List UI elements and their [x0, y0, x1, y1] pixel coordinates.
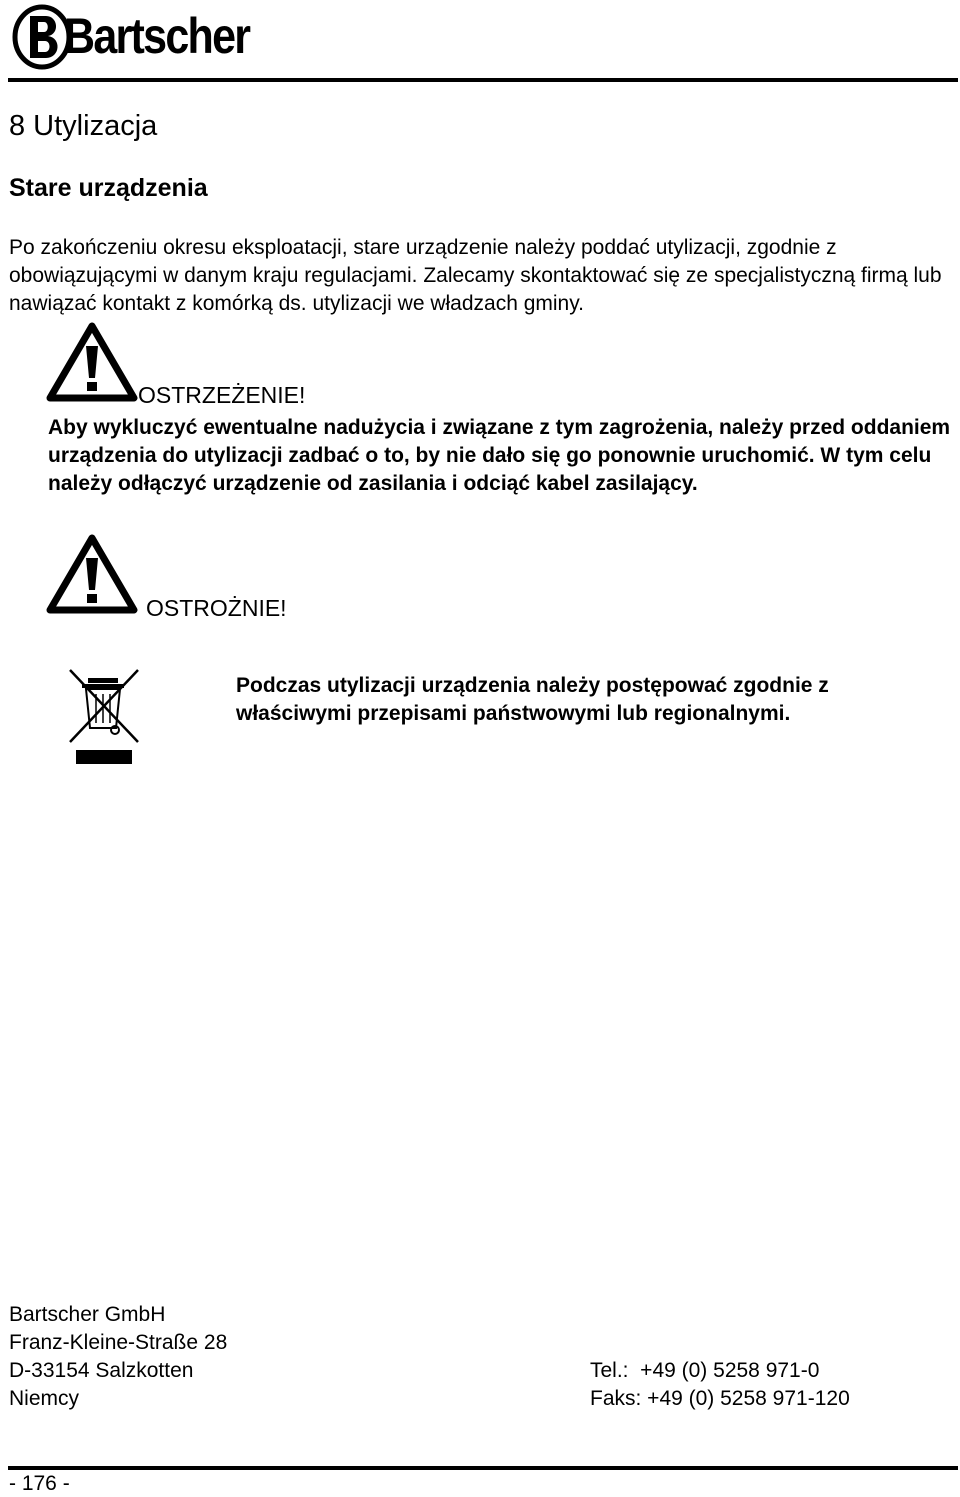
company-address: [9, 1301, 227, 1413]
caution-title: OSTROŻNIE!: [146, 595, 287, 621]
section-subtitle: Stare urządzenia: [9, 174, 208, 202]
logo-mark-icon: [12, 4, 72, 70]
company-name: Bartscher GmbH: [9, 1303, 166, 1326]
crossed-out-wheelie-bin-icon: [58, 662, 148, 772]
header-rule: [8, 78, 958, 82]
company-contact: [590, 1357, 850, 1413]
company-street: Franz-Kleine-Straße 28: [9, 1331, 228, 1354]
intro-paragraph: Po zakończeniu okresu eksploatacji, stare urządzenie należy poddać utylizacji, zgodnie z obowiązującymi w danym kraju regulacjami. Zalecamy skontaktować się ze specjalistyczną firmą lub nawiązać kontakt z komórką ds. utylizacji we władzach gminy.: [9, 236, 942, 315]
disposal-note: Podczas utylizacji urządzenia należy postępować zgodnie z właściwymi przepisami państwowymi lub regionalnymi.: [236, 674, 829, 725]
warning-triangle-icon: [46, 322, 138, 402]
page-number: - 176 -: [9, 1472, 70, 1495]
warning-title: OSTRZEŻENIE!: [138, 382, 306, 408]
section-title: 8 Utylizacja: [9, 110, 158, 142]
company-fax: Faks: +49 (0) 5258 971-120: [590, 1387, 850, 1410]
caution-triangle-icon: [46, 534, 138, 614]
company-country: Niemcy: [9, 1387, 80, 1410]
logo-text: Bartscher: [64, 8, 250, 64]
warning-body: Aby wykluczyć ewentualne nadużycia i związane z tym zagrożenia, należy przed oddaniem urządzenia do utylizacji zadbać o to, by nie dało się go ponownie uruchomić. W tym celu należy odłączyć urządzenie od zasilania i odciąć kabel zasilający.: [48, 416, 951, 495]
company-phone: Tel.: +49 (0) 5258 971-0: [590, 1359, 820, 1382]
bartscher-logo: [12, 4, 250, 72]
company-city: D-33154 Salzkotten: [9, 1359, 194, 1382]
footer-rule: [8, 1466, 958, 1470]
